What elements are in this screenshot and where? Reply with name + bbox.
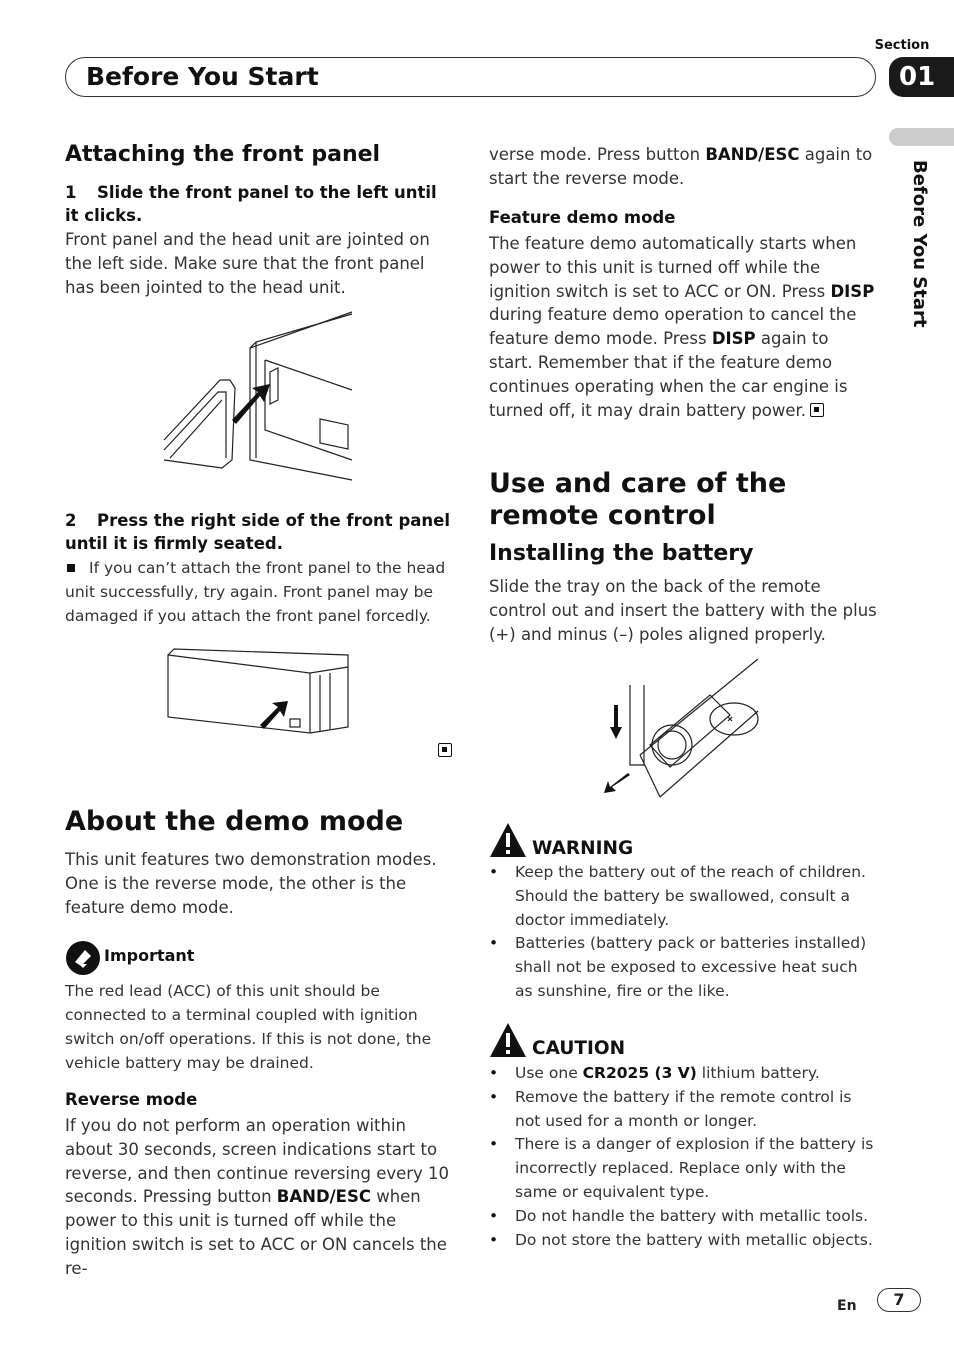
feature-text-3: again to start. Remember that if the feature demo continues operating when the car engine is turned off, it may drain battery power.	[489, 329, 848, 420]
reverse-cont-1: verse mode. Press button	[489, 145, 706, 164]
step-1-text: Slide the front panel to the left until it clicks.	[65, 183, 437, 225]
caution-item-1-pre: Use one	[515, 1064, 583, 1082]
side-tab-label: Before You Start	[909, 160, 930, 328]
reverse-cont-2: again to start the reverse mode.	[489, 145, 873, 188]
caution-item	[489, 1062, 881, 1086]
section-number-tab: 01	[889, 57, 954, 97]
section-label: Section	[874, 38, 930, 53]
important-text: The red lead (ACC) of this unit should be connected to a terminal coupled with ignition switch on/off operations. If this is not done, the vehicle battery may be drained.	[65, 982, 432, 1072]
header-bar	[65, 57, 876, 97]
caution-item: • Remove the battery if the remote control is not used for a month or longer.	[489, 1086, 881, 1134]
feature-text-2: during feature demo operation to cancel the feature demo mode. Press	[489, 305, 857, 349]
disp-button-label: DISP	[830, 281, 875, 301]
warning-icon	[489, 822, 527, 858]
band-esc-button-label-2: BAND/ESC	[705, 145, 800, 164]
step-1-number: 1	[65, 183, 77, 202]
end-square-icon	[438, 743, 452, 757]
feature-demo-heading: Feature demo mode	[489, 208, 676, 227]
step-2	[65, 509, 450, 555]
end-mark	[434, 741, 452, 760]
caution-item-1-post: lithium battery.	[696, 1064, 820, 1082]
step-2-text: Press the right side of the front panel until it is firmly seated.	[65, 511, 450, 553]
page-title: Before You Start	[86, 62, 319, 91]
caution-icon	[489, 1022, 527, 1058]
side-tab-bar	[889, 128, 954, 146]
step-1	[65, 181, 450, 227]
language-label: En	[837, 1298, 857, 1314]
attach-panel-illustration	[160, 310, 360, 490]
warning-list	[489, 861, 877, 1004]
reverse-mode-text	[65, 1114, 450, 1281]
reverse-mode-heading: Reverse mode	[65, 1090, 198, 1109]
warning-label: WARNING	[532, 838, 634, 859]
note-square-icon	[67, 564, 75, 572]
important-label: Important	[104, 946, 195, 965]
caution-item: • Do not handle the battery with metallic tools.	[489, 1205, 881, 1229]
caution-label: CAUTION	[532, 1038, 626, 1059]
step-1-body: Front panel and the head unit are jointed on the left side. Make sure that the front panel has been jointed to the head unit.	[65, 230, 430, 297]
caution-item: • There is a danger of explosion if the battery is incorrectly replaced. Replace only with the same or equivalent type.	[489, 1133, 881, 1204]
important-icon	[65, 940, 101, 976]
demo-heading: About the demo mode	[65, 806, 404, 837]
band-esc-button-label: BAND/ESC	[276, 1187, 371, 1207]
warning-item: • Batteries (battery pack or batteries installed) shall not be exposed to excessive heat such as sunshine, fire or the like.	[489, 932, 877, 1003]
feature-text-1: The feature demo automatically starts when power to this unit is turned off while the ignition switch is set to ACC or ON. Press	[489, 234, 857, 301]
battery-heading: Installing the battery	[489, 541, 754, 566]
feature-demo-text	[489, 232, 877, 422]
reverse-text-2: when power to this unit is turned off while the ignition switch is set to ACC or ON cancels the re-	[65, 1187, 447, 1278]
battery-model: CR2025 (3 V)	[582, 1064, 697, 1082]
page-number: 7	[877, 1288, 921, 1312]
caution-item: • Do not store the battery with metallic objects.	[489, 1229, 881, 1253]
battery-tray-illustration	[600, 655, 765, 800]
disp-button-label-2: DISP	[711, 329, 756, 349]
warning-item: • Keep the battery out of the reach of children. Should the battery be swallowed, consult a doctor immediately.	[489, 861, 877, 932]
press-panel-illustration	[160, 645, 355, 735]
reverse-mode-continued	[489, 143, 877, 191]
demo-intro: This unit features two demonstration modes. One is the reverse mode, the other is the feature demo mode.	[65, 850, 437, 917]
reverse-text-1: If you do not perform an operation within about 30 seconds, screen indications start to reverse, and then continue reversing every 10 seconds. Pressing button	[65, 1116, 450, 1207]
attaching-heading: Attaching the front panel	[65, 142, 381, 167]
step-2-number: 2	[65, 511, 77, 530]
end-square-icon	[810, 403, 824, 417]
caution-list	[489, 1062, 881, 1252]
battery-text: Slide the tray on the back of the remote control out and insert the battery with the plus (+) and minus (–) poles aligned properly.	[489, 577, 877, 644]
step-2-note-text: If you can’t attach the front panel to the head unit successfully, try again. Front panel may be damaged if you attach the front panel forcedly.	[65, 559, 446, 625]
step-2-note	[65, 556, 450, 628]
remote-heading: Use and care of the remote control	[489, 468, 787, 531]
